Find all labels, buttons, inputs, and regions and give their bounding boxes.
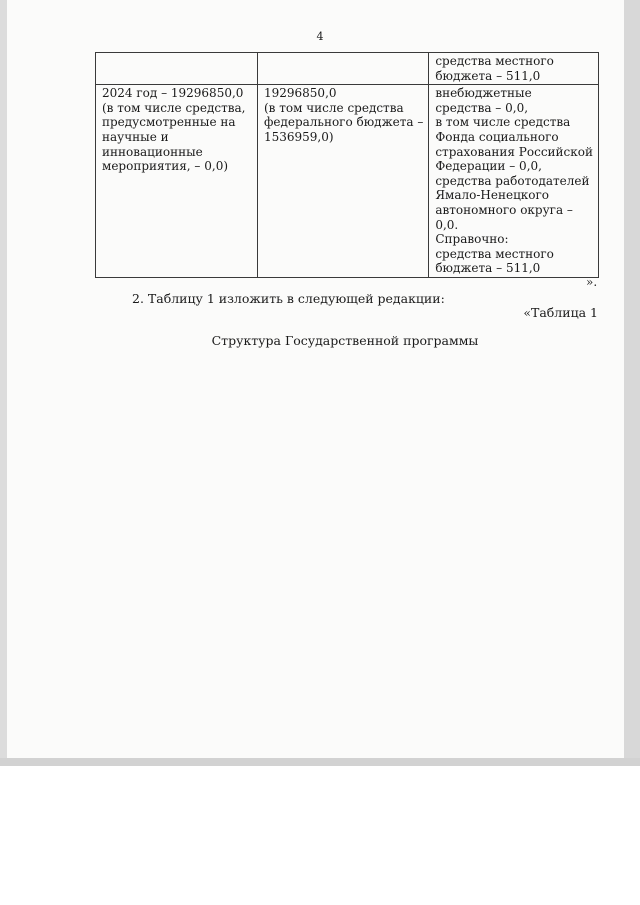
table-cell-period [96,53,258,85]
cell-text-line: 1536959,0) [263,129,334,144]
table-row [96,53,599,85]
closing-quote-mark: ». [586,275,598,289]
scan-left-edge [0,0,7,765]
structure-title: Структура Государственной программы [211,333,479,348]
cell-text-line: (в том числе средства, [102,100,246,115]
page-number: 4 [316,30,324,43]
table-caption: «Таблица 1 [523,305,598,320]
table-cell-total [257,85,428,278]
cell-text-line: 2024 год – 19296850,0 [102,86,244,101]
table-cell-sources [429,53,599,85]
cell-text-line: мероприятия, – 0,0) [102,159,229,174]
budget-table [95,52,599,278]
cell-text-line: 19296850,0 [263,86,337,101]
cell-text-line: предусмотренные на [102,115,236,130]
table-cell-period [96,85,258,278]
cell-text-line: автономного округа – [435,202,573,217]
table-row [96,85,599,278]
cell-text-line: средства работодателей [435,173,590,188]
cell-text-line: Фонда социального [435,129,559,144]
cell-text-line: Ямало-Ненецкого [435,188,550,203]
table-cell-total [257,53,428,85]
cell-text-line: (в том числе средства [263,100,404,115]
cell-text-line: средства – 0,0, [435,100,529,115]
cell-text-line: федерального бюджета – [263,115,424,130]
cell-text-line: в том числе средства [435,115,571,130]
cell-text-line: бюджета – 511,0 [435,68,541,83]
cell-text-line: инновационные [102,144,203,159]
cell-text-line: средства местного [435,246,554,261]
cell-text-line: внебюджетные [435,86,532,101]
table-cell-sources [429,85,599,278]
cell-text-line: 0,0. [435,217,459,232]
cell-text-line: бюджета – 511,0 [435,261,541,276]
cell-text-line: Федерации – 0,0, [435,159,542,174]
scan-right-edge [624,0,640,765]
item-two-paragraph: 2. Таблицу 1 изложить в следующей редакции: [132,291,445,306]
scan-bottom-edge [0,758,640,766]
cell-text-line: Справочно: [435,232,509,247]
cell-text-line: научные и [102,129,169,144]
cell-text-line: средства местного [435,54,554,68]
cell-text-line: страхования Российской [435,144,593,159]
